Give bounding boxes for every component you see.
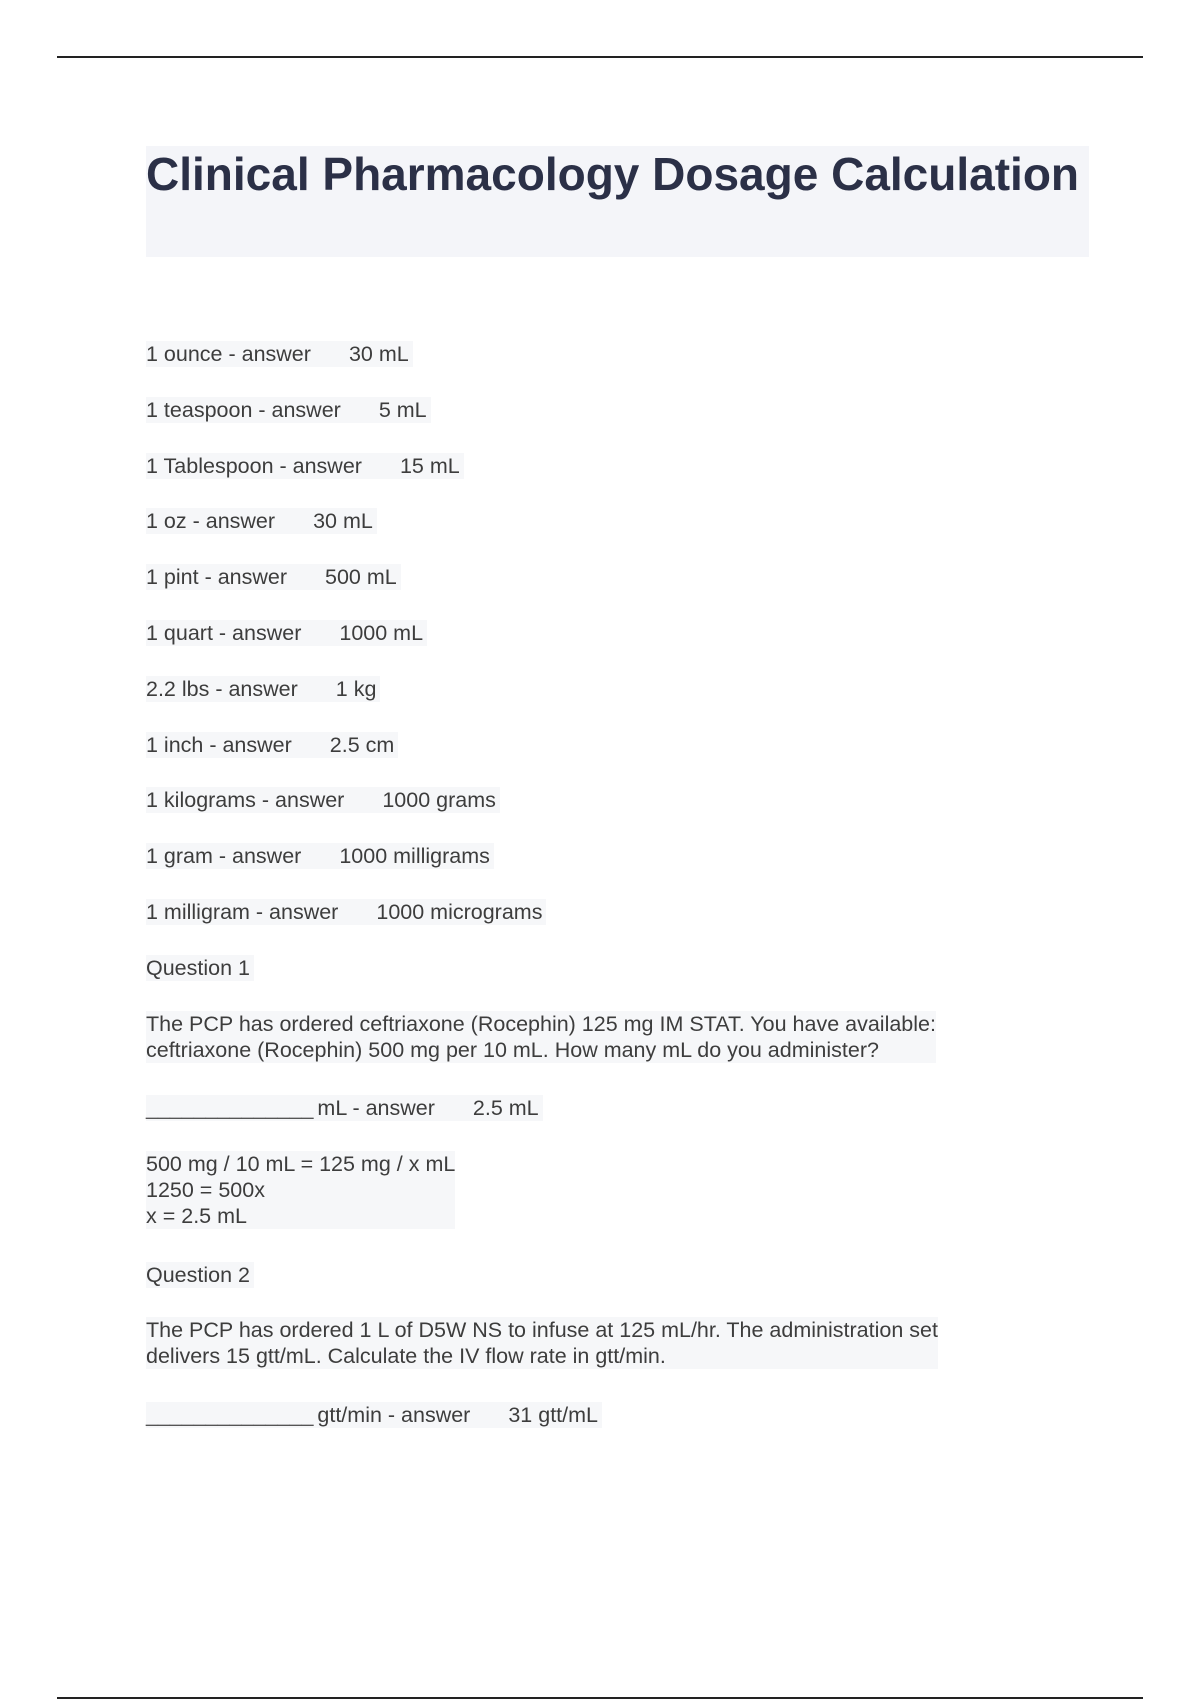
question-1-answer [146, 1095, 543, 1121]
question-2-text-line: delivers 15 gtt/mL. Calculate the IV flow rate in gtt/min. [146, 1344, 666, 1368]
conversion-item [146, 620, 427, 646]
conversion-answer: 30 mL [313, 509, 373, 534]
question-2-text [146, 1317, 938, 1369]
conversion-term: 1 pint - answer [146, 565, 288, 590]
question-1-text [146, 1011, 936, 1063]
conversion-term: 1 quart - answer [146, 621, 302, 645]
conversion-item [146, 787, 500, 813]
conversion-term: 1 kilograms - answer [146, 788, 345, 813]
question-1-work [146, 1151, 455, 1229]
unit-label: mL - answer [317, 1096, 435, 1120]
question-1-text-line: ceftriaxone (Rocephin) 500 mg per 10 mL. How many mL do you administer? [146, 1038, 879, 1062]
conversion-term: 1 milligram - answer [146, 900, 339, 924]
answer-blank: ______________ [146, 1403, 314, 1427]
conversion-answer: 2.5 cm [329, 732, 395, 757]
conversion-item [146, 397, 431, 423]
question-1-heading: Question 1 [146, 955, 254, 981]
conversion-term: 1 gram - answer [146, 844, 302, 869]
conversion-answer: 5 mL [378, 397, 427, 422]
conversion-item [146, 676, 380, 702]
conversion-item [146, 732, 398, 758]
question-2-text-line: The PCP has ordered 1 L of D5W NS to infuse at 125 mL/hr. The administration set [146, 1318, 938, 1342]
bottom-rule [57, 1697, 1143, 1699]
conversion-answer: 1000 milligrams [339, 844, 490, 869]
conversion-item [146, 843, 494, 869]
conversion-term: 1 ounce - answer [146, 342, 311, 366]
answer-value: 2.5 mL [472, 1096, 539, 1120]
work-line: 1250 = 500x [146, 1178, 265, 1202]
conversion-term: 1 oz - answer [146, 509, 276, 534]
conversion-item [146, 453, 464, 479]
unit-label: gtt/min - answer [317, 1403, 471, 1427]
conversion-item [146, 899, 546, 925]
conversion-answer: 1000 grams [382, 788, 496, 813]
question-1-text-line: The PCP has ordered ceftriaxone (Rocephin) 125 mg IM STAT. You have available: [146, 1012, 936, 1036]
page-title: Clinical Pharmacology Dosage Calculation [146, 148, 1080, 200]
conversion-answer: 500 mL [325, 565, 397, 590]
conversion-item [146, 341, 413, 367]
conversion-term: 2.2 lbs - answer [146, 676, 298, 701]
work-line: x = 2.5 mL [146, 1204, 247, 1228]
conversion-term: 1 teaspoon - answer [146, 397, 341, 422]
conversion-answer: 30 mL [348, 342, 409, 366]
conversion-answer: 1000 mL [339, 621, 424, 645]
conversion-answer: 1000 micrograms [376, 900, 543, 924]
work-line: 500 mg / 10 mL = 125 mg / x mL [146, 1152, 456, 1176]
conversion-item [146, 564, 401, 590]
conversion-item [146, 508, 377, 534]
conversion-answer: 15 mL [399, 453, 460, 478]
top-rule [57, 56, 1143, 58]
conversion-term: 1 inch - answer [146, 732, 292, 757]
answer-value: 31 gtt/mL [508, 1403, 598, 1427]
conversion-answer: 1 kg [335, 676, 377, 701]
answer-blank: ______________ [146, 1096, 314, 1120]
question-2-answer [146, 1402, 602, 1428]
conversion-term: 1 Tablespoon - answer [146, 453, 362, 478]
question-2-heading: Question 2 [146, 1262, 254, 1288]
